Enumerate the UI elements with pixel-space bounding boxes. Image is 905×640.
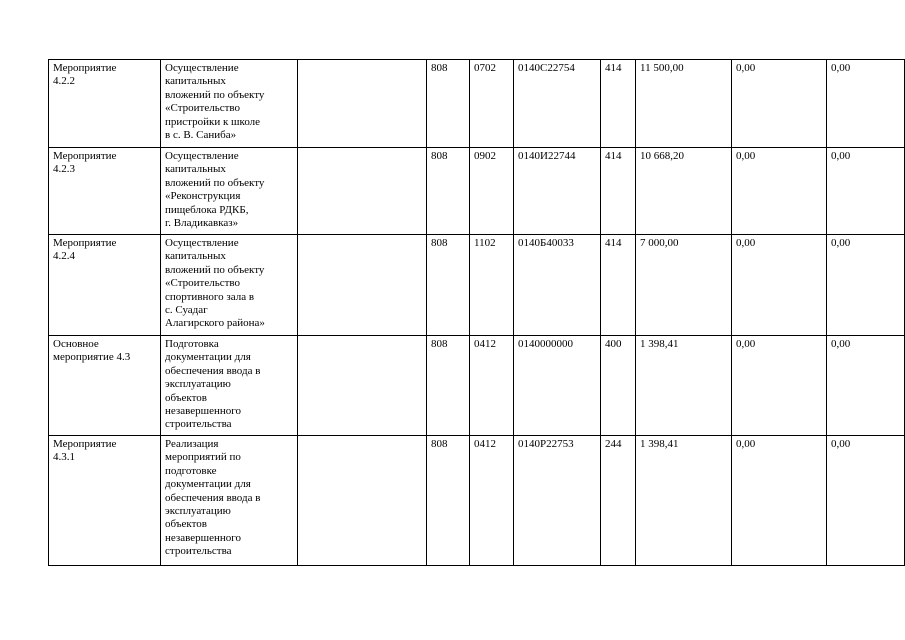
csr-cell: 0140С22754 <box>514 60 601 148</box>
amount-cell: 0,00 <box>732 336 827 436</box>
row-executor-cell <box>298 336 427 436</box>
row-executor-cell <box>298 60 427 148</box>
table-row <box>49 60 905 148</box>
row-description-cell: Осуществление капитальных вложений по объекту «Строительство пристройки к школе в с. В. Саниба» <box>161 60 298 148</box>
table-row <box>49 436 905 566</box>
amount-cell: 0,00 <box>827 148 905 235</box>
rzpr-cell: 0902 <box>470 148 514 235</box>
amount-cell: 0,00 <box>827 336 905 436</box>
row-description-cell: Осуществление капитальных вложений по объекту «Реконструкция пищеблока РДКБ, г. Владикавказ» <box>161 148 298 235</box>
csr-cell: 0140000000 <box>514 336 601 436</box>
row-description-cell: Подготовка документации для обеспечения ввода в эксплуатацию объектов незавершенного строительства <box>161 336 298 436</box>
amount-cell: 1 398,41 <box>636 336 732 436</box>
grbs-cell: 808 <box>427 148 470 235</box>
amount-cell: 0,00 <box>732 148 827 235</box>
amount-cell: 7 000,00 <box>636 235 732 336</box>
amount-cell: 10 668,20 <box>636 148 732 235</box>
row-description-cell: Реализация мероприятий по подготовке документации для обеспечения ввода в эксплуатацию объектов незавершенного строительства <box>161 436 298 566</box>
row-description-cell: Осуществление капитальных вложений по объекту «Строительство спортивного зала в с. Суадаг Алагирского района» <box>161 235 298 336</box>
row-name-cell: Мероприятие 4.2.3 <box>49 148 161 235</box>
amount-cell: 1 398,41 <box>636 436 732 566</box>
row-name-cell: Мероприятие 4.2.2 <box>49 60 161 148</box>
amount-cell: 0,00 <box>732 436 827 566</box>
rzpr-cell: 0412 <box>470 336 514 436</box>
vr-cell: 414 <box>601 60 636 148</box>
row-name-cell: Мероприятие 4.2.4 <box>49 235 161 336</box>
table-row <box>49 336 905 436</box>
csr-cell: 0140Р22753 <box>514 436 601 566</box>
row-executor-cell <box>298 148 427 235</box>
csr-cell: 0140Б40033 <box>514 235 601 336</box>
budget-table <box>48 59 905 566</box>
row-name-cell: Основное мероприятие 4.3 <box>49 336 161 436</box>
vr-cell: 414 <box>601 148 636 235</box>
row-executor-cell <box>298 436 427 566</box>
vr-cell: 414 <box>601 235 636 336</box>
amount-cell: 0,00 <box>827 235 905 336</box>
vr-cell: 244 <box>601 436 636 566</box>
vr-cell: 400 <box>601 336 636 436</box>
amount-cell: 11 500,00 <box>636 60 732 148</box>
row-name-cell: Мероприятие 4.3.1 <box>49 436 161 566</box>
amount-cell: 0,00 <box>732 60 827 148</box>
row-executor-cell <box>298 235 427 336</box>
amount-cell: 0,00 <box>827 60 905 148</box>
table-row <box>49 148 905 235</box>
grbs-cell: 808 <box>427 336 470 436</box>
amount-cell: 0,00 <box>827 436 905 566</box>
grbs-cell: 808 <box>427 235 470 336</box>
csr-cell: 0140И22744 <box>514 148 601 235</box>
rzpr-cell: 0702 <box>470 60 514 148</box>
amount-cell: 0,00 <box>732 235 827 336</box>
grbs-cell: 808 <box>427 436 470 566</box>
rzpr-cell: 0412 <box>470 436 514 566</box>
table-row <box>49 235 905 336</box>
grbs-cell: 808 <box>427 60 470 148</box>
rzpr-cell: 1102 <box>470 235 514 336</box>
